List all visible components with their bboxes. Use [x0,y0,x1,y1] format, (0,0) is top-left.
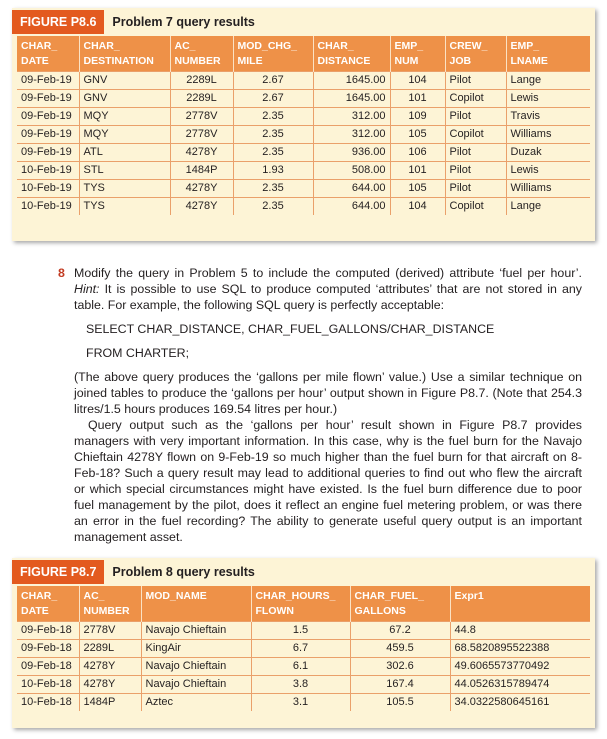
table-cell: Duzak [506,144,590,162]
table-cell: 67.2 [350,622,450,640]
column-header-line: CHAR_HOURS_ [255,590,336,602]
table-cell: 09-Feb-19 [17,126,79,144]
table-cell: 302.6 [350,658,450,676]
table-cell: 4278Y [79,658,141,676]
figure-p8-7 [12,558,595,728]
figure-header [12,8,595,36]
column-header-line: NUMBER [83,605,130,617]
table-cell: 3.1 [251,694,350,712]
column-header [506,36,590,72]
table-cell: 09-Feb-19 [17,90,79,108]
table-body [17,622,590,712]
column-header [79,36,170,72]
table-cell: 2.35 [233,180,313,198]
table-cell: 104 [390,198,445,216]
table-cell: 508.00 [313,162,390,180]
column-header-line: GALLONS [354,605,406,617]
table-cell: Lewis [506,162,590,180]
sql-line-2: FROM CHARTER; [86,346,190,360]
table-cell: 644.00 [313,180,390,198]
table-cell: 2289L [79,640,141,658]
column-header [390,36,445,72]
column-header-line: AC_ [174,40,196,52]
table-cell: 2778V [170,108,233,126]
table-row [17,162,590,180]
figure-label: FIGURE P8.7 [12,560,104,584]
table-cell: Williams [506,180,590,198]
table-cell: MQY [79,108,170,126]
table-row [17,126,590,144]
column-header-line: DESTINATION [83,55,154,67]
table-cell: 2778V [170,126,233,144]
table-cell: 312.00 [313,108,390,126]
column-header-line: MOD_NAME [145,590,207,602]
table-cell: 2778V [79,622,141,640]
table-cell: 6.7 [251,640,350,658]
table-cell: ATL [79,144,170,162]
figure-caption: Problem 7 query results [112,15,255,29]
table-cell: 4278Y [170,144,233,162]
table-body [17,72,590,216]
header-row [17,586,590,622]
table-row [17,676,590,694]
table-cell: 459.5 [350,640,450,658]
problem-intro [74,265,582,313]
table-cell: Navajo Chieftain [141,622,251,640]
table-cell: 49.6065573770492 [450,658,590,676]
table-cell: Pilot [445,162,506,180]
table-cell: GNV [79,72,170,90]
table-cell: 10-Feb-19 [17,180,79,198]
column-header [17,36,79,72]
table-row [17,144,590,162]
table-cell: 6.1 [251,658,350,676]
table-row [17,180,590,198]
problem-number: 8 [58,266,65,280]
table-cell: 09-Feb-18 [17,658,79,676]
table-cell: 4278Y [170,180,233,198]
intro-b: It is possible to use SQL to produce computed ‘attributes’ that are not stored in any table. For example, the following SQL query is perfectly acceptable: [74,282,582,312]
table-cell: 34.0322580645161 [450,694,590,712]
table-row [17,694,590,712]
table-cell: Copilot [445,90,506,108]
table-cell: 1.93 [233,162,313,180]
table-cell: 09-Feb-19 [17,108,79,126]
table-cell: Pilot [445,72,506,90]
column-header-line: CHAR_ [83,40,120,52]
intro-a: Modify the query in Problem 5 to include the computed (derived) attribute ‘fuel per hour’. [74,266,582,280]
column-header-line: LNAME [510,55,548,67]
table-cell: 10-Feb-19 [17,198,79,216]
table-cell: 3.8 [251,676,350,694]
table-cell: 09-Feb-18 [17,622,79,640]
column-header-line: DATE [21,605,49,617]
column-header [450,586,590,622]
table-cell: Lewis [506,90,590,108]
table-cell: STL [79,162,170,180]
column-header-line [455,604,587,619]
column-header-line: EMP_ [394,40,424,52]
table-cell: 2.35 [233,126,313,144]
column-header [141,586,251,622]
column-header-line [146,604,247,619]
column-header-line: MOD_CHG_ [237,40,298,52]
column-header [233,36,313,72]
table-cell: 2.35 [233,198,313,216]
column-header-line: JOB [449,55,472,67]
figure-header [12,558,595,586]
paragraph-1: (The above query produces the ‘gallons per mile flown’ value.) Use a similar technique on joined tables to produce the ‘gallons per hour’ output shown in Figure P8.7. (Note that 254.3 litres/1.5 hours produces 169.54 litres per hour.) [74,370,582,416]
table-cell: 68.5820895522388 [450,640,590,658]
table-row [17,640,590,658]
table-cell: 644.00 [313,198,390,216]
table-cell: 101 [390,162,445,180]
table-cell: 105.5 [350,694,450,712]
table-cell: Williams [506,126,590,144]
table-cell: 09-Feb-19 [17,144,79,162]
table-row [17,198,590,216]
table-cell: 2.67 [233,90,313,108]
table-row [17,658,590,676]
table-cell: 1645.00 [313,90,390,108]
table-cell: GNV [79,90,170,108]
table-cell: 2289L [170,90,233,108]
table-cell: 44.0526315789474 [450,676,590,694]
table-cell: Pilot [445,108,506,126]
paragraph-2: Query output such as the ‘gallons per hour’ result shown in Figure P8.7 provides managers with very important information. In this case, why is the fuel burn for the Navajo Chieftain 4278Y flown on 9-Feb-19 so much higher than the fuel burn for that aircraft on 8-Feb-18? Such a query result may lead to additional queries to find out who flew the aircraft or which special circumstances might have existed. Is the fuel burn difference due to poor fuel management by the pilot, does it reflect an engine fuel metering problem, or was there an error in the fuel recording? The ability to generate useful query output is an important management asset. [74,418,582,544]
column-header [17,586,79,622]
table-cell: 1.5 [251,622,350,640]
column-header [350,586,450,622]
table-cell: 1484P [79,694,141,712]
table-cell: 2.35 [233,108,313,126]
table-cell: 104 [390,72,445,90]
query-results-table [17,586,590,711]
table-cell: 10-Feb-19 [17,162,79,180]
problem-8-text [58,265,582,545]
table-cell: TYS [79,180,170,198]
column-header [79,586,141,622]
table-cell: 1645.00 [313,72,390,90]
column-header-line: NUMBER [174,55,221,67]
column-header-line: CHAR_ [21,590,58,602]
column-header [251,586,350,622]
table-cell: 1484P [170,162,233,180]
table-cell: 10-Feb-18 [17,676,79,694]
table-cell: 2.35 [233,144,313,162]
figure-label: FIGURE P8.6 [12,10,104,34]
column-header-line: DATE [21,55,49,67]
table-cell: 09-Feb-19 [17,72,79,90]
table-cell: Pilot [445,180,506,198]
column-header [170,36,233,72]
table-cell: 10-Feb-18 [17,694,79,712]
table-cell: 936.00 [313,144,390,162]
table-cell: Lange [506,72,590,90]
table-cell: Navajo Chieftain [141,676,251,694]
column-header-line: MILE [237,55,263,67]
table-cell: 4278Y [79,676,141,694]
table-cell: Travis [506,108,590,126]
column-header-line: CHAR_FUEL_ [354,590,424,602]
table-cell: Lange [506,198,590,216]
column-header-line: DISTANCE [317,55,371,67]
table-cell: Navajo Chieftain [141,658,251,676]
query-results-table [17,36,590,215]
table-cell: 109 [390,108,445,126]
figure-p8-6 [12,8,595,241]
column-header-line: NUM [394,55,419,67]
figure-caption: Problem 8 query results [112,565,255,579]
table-cell: 105 [390,180,445,198]
table-cell: Aztec [141,694,251,712]
sql-line-1: SELECT CHAR_DISTANCE, CHAR_FUEL_GALLONS/CHAR_DISTANCE [86,322,495,336]
header-row [17,36,590,72]
table-cell: 101 [390,90,445,108]
table-cell: 2289L [170,72,233,90]
column-header-line: EMP_ [510,40,540,52]
table-row [17,72,590,90]
table-cell: 105 [390,126,445,144]
table-cell: 106 [390,144,445,162]
table-cell: 44.8 [450,622,590,640]
table-header [17,586,590,622]
table-cell: KingAir [141,640,251,658]
table-cell: MQY [79,126,170,144]
column-header-line: AC_ [83,590,105,602]
table-row [17,90,590,108]
hint-label: Hint: [74,282,100,296]
table-cell: 312.00 [313,126,390,144]
column-header-line: CHAR_ [317,40,354,52]
column-header [445,36,506,72]
table-header [17,36,590,72]
table-cell: 167.4 [350,676,450,694]
table-row [17,622,590,640]
column-header-line: FLOWN [255,605,294,617]
table-cell: 09-Feb-18 [17,640,79,658]
table-cell: 4278Y [170,198,233,216]
table-cell: TYS [79,198,170,216]
table-cell: Copilot [445,126,506,144]
column-header-line: Expr1 [454,590,484,602]
table-row [17,108,590,126]
table-cell: Copilot [445,198,506,216]
table-cell: 2.67 [233,72,313,90]
table-cell: Pilot [445,144,506,162]
column-header-line: CREW_ [449,40,488,52]
column-header [313,36,390,72]
column-header-line: CHAR_ [21,40,58,52]
